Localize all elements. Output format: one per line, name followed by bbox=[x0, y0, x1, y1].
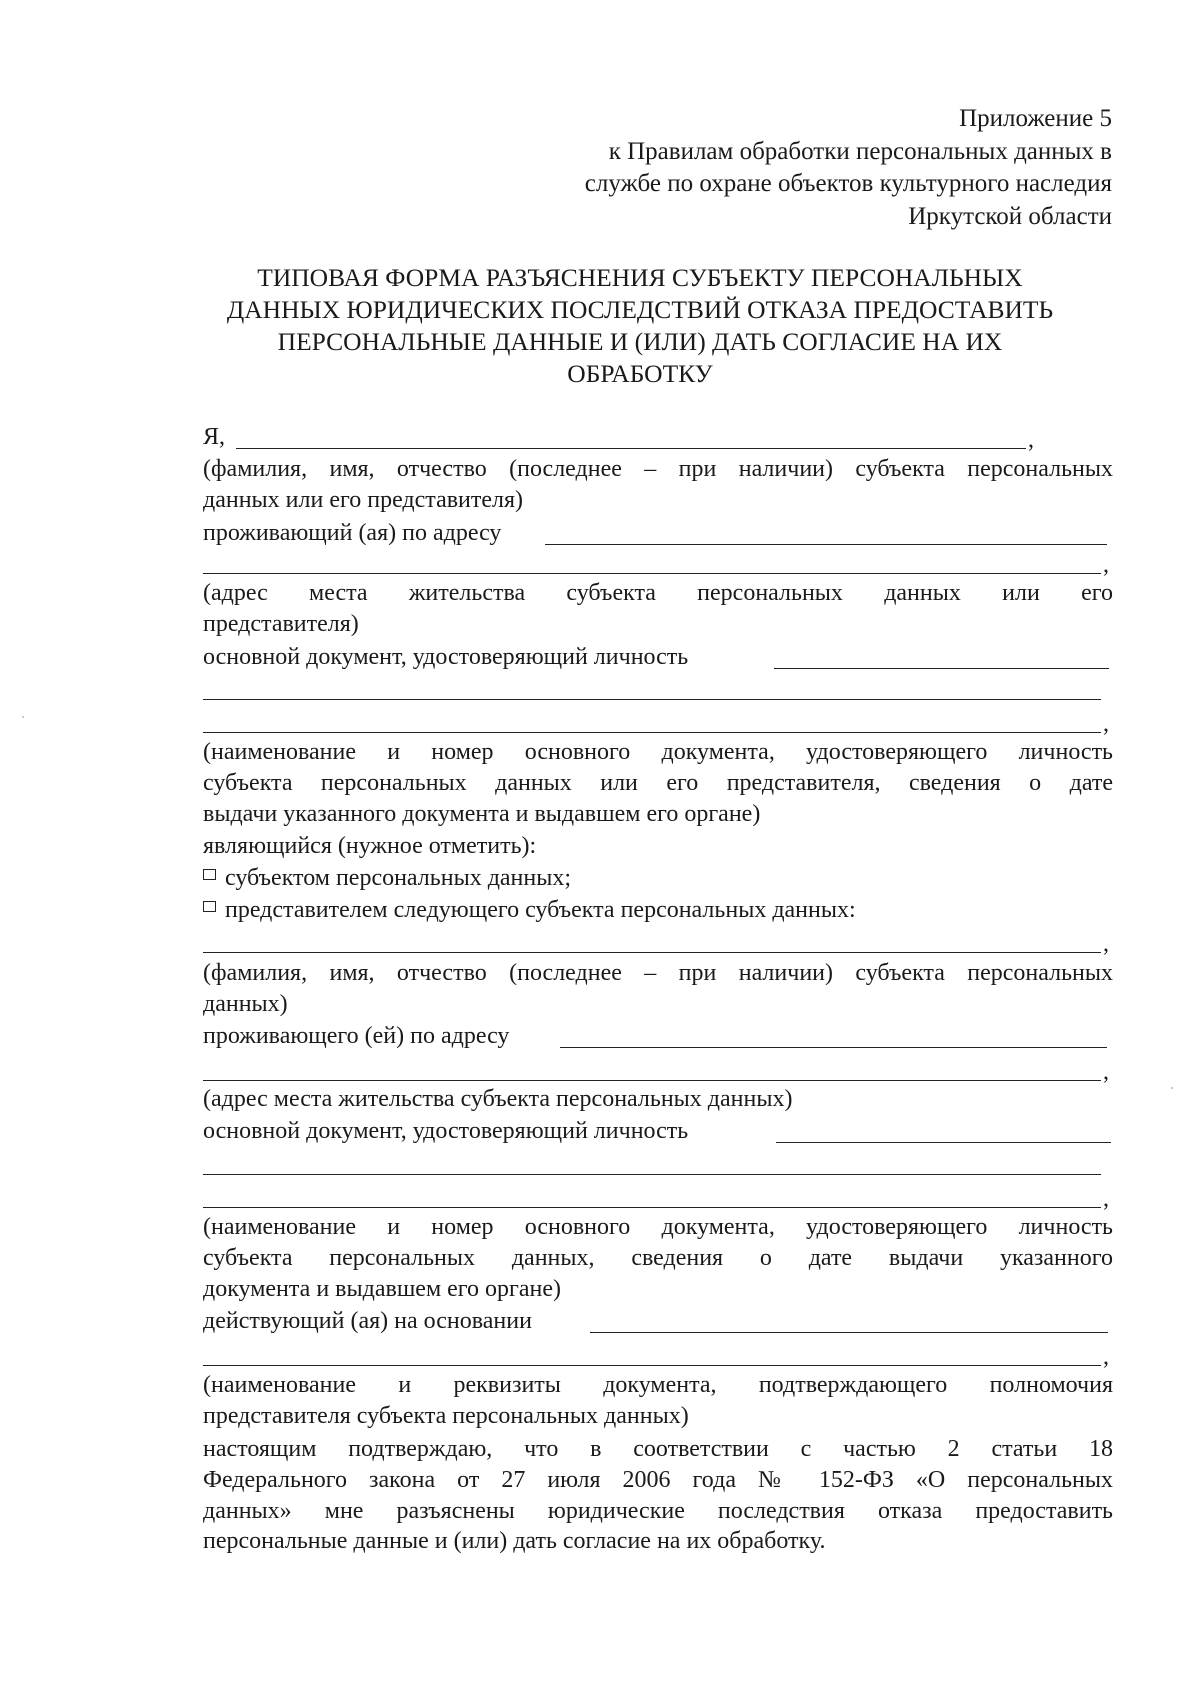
comma: , bbox=[1103, 711, 1109, 737]
appendix-line: Иркутской области bbox=[908, 202, 1112, 230]
comma: , bbox=[1103, 552, 1109, 578]
subject-name-field[interactable] bbox=[203, 952, 1101, 953]
subject-name-hint: (фамилия, имя, отчество (последнее – при наличии) субъекта персональных bbox=[203, 960, 1113, 986]
comma: , bbox=[1028, 427, 1034, 453]
subject-id-doc-hint: (наименование и номер основного документа, удостоверяющего личность субъекта персональных данных, сведения о дате выдачи указанного bbox=[203, 1214, 1113, 1271]
subject-address-field[interactable] bbox=[560, 1047, 1107, 1048]
appendix-line: службе по охране объектов культурного наследия bbox=[584, 170, 1112, 197]
option-representative-label: представителем следующего субъекта персональных данных: bbox=[225, 897, 856, 923]
appendix-header bbox=[472, 103, 1112, 233]
option-subject-label: субъектом персональных данных; bbox=[225, 865, 572, 891]
id-doc-label: основной документ, удостоверяющий личность bbox=[203, 644, 689, 670]
checkbox-icon[interactable] bbox=[203, 901, 216, 912]
comma: , bbox=[1103, 1186, 1109, 1212]
i-label: Я, bbox=[203, 424, 226, 450]
acting-label: действующий (ая) на основании bbox=[203, 1308, 532, 1334]
subject-residing-label: проживающего (ей) по адресу bbox=[203, 1023, 510, 1049]
form-title bbox=[170, 262, 1110, 390]
comma: , bbox=[1103, 1344, 1109, 1370]
checkbox-icon[interactable] bbox=[203, 869, 216, 880]
id-doc-hint: (наименование и номер основного документа, удостоверяющего личность субъекта персональных данных или его представителя, сведения о дате bbox=[203, 739, 1113, 796]
authority-hint: (наименование и реквизиты документа, подтверждающего полномочия bbox=[203, 1372, 1113, 1398]
appendix-line: к Правилам обработки персональных данных в bbox=[608, 137, 1112, 165]
title-line: ПЕРСОНАЛЬНЫЕ ДАННЫЕ И (ИЛИ) ДАТЬ СОГЛАСИЕ НА ИХ bbox=[277, 327, 1003, 356]
confirmation-paragraph: настоящим подтверждаю, что в соответствии с частью 2 статьи 18 Федерального закона от 27 июля 2006 года № 152-ФЗ «О персональных данных» мне разъяснены юридические последствия отказа предоставить bbox=[203, 1436, 1113, 1524]
subject-address-hint: (адрес места жительства субъекта персональных данных) bbox=[203, 1086, 793, 1112]
id-doc-field[interactable] bbox=[774, 668, 1109, 669]
option-representative[interactable] bbox=[203, 896, 856, 925]
subject-id-doc-field-cont[interactable] bbox=[203, 1174, 1101, 1175]
residing-label: проживающий (ая) по адресу bbox=[203, 520, 502, 546]
subject-id-doc-field-cont[interactable] bbox=[203, 1207, 1101, 1208]
subject-address-field-cont[interactable] bbox=[203, 1080, 1101, 1081]
address-hint: (адрес места жительства субъекта персональных данных или его bbox=[203, 580, 1113, 606]
address-field[interactable] bbox=[545, 544, 1107, 545]
title-line: ДАННЫХ ЮРИДИЧЕСКИХ ПОСЛЕДСТВИЙ ОТКАЗА ПРЕДОСТАВИТЬ bbox=[226, 295, 1054, 324]
authority-field-cont[interactable] bbox=[203, 1365, 1101, 1366]
full-name-field[interactable] bbox=[236, 448, 1026, 449]
full-name-hint-cont: данных или его представителя) bbox=[203, 487, 524, 513]
id-doc-hint-cont: выдачи указанного документа и выдавшем его органе) bbox=[203, 801, 761, 827]
subject-id-doc-hint-cont: документа и выдавшем его органе) bbox=[203, 1276, 562, 1302]
address-hint-cont: представителя) bbox=[203, 611, 359, 637]
address-field-cont[interactable] bbox=[203, 573, 1101, 574]
scan-speck bbox=[22, 716, 24, 718]
title-line: ОБРАБОТКУ bbox=[567, 359, 713, 388]
subject-id-doc-label: основной документ, удостоверяющий личность bbox=[203, 1118, 689, 1144]
authority-field[interactable] bbox=[590, 1332, 1108, 1333]
id-doc-field-cont[interactable] bbox=[203, 699, 1101, 700]
full-name-hint: (фамилия, имя, отчество (последнее – при наличии) субъекта персональных bbox=[203, 456, 1113, 482]
being-label: являющийся (нужное отметить): bbox=[203, 833, 537, 859]
title-line: ТИПОВАЯ ФОРМА РАЗЪЯСНЕНИЯ СУБЪЕКТУ ПЕРСОНАЛЬНЫХ bbox=[257, 263, 1023, 292]
comma: , bbox=[1103, 931, 1109, 957]
comma: , bbox=[1103, 1059, 1109, 1085]
option-subject[interactable] bbox=[203, 864, 571, 893]
id-doc-field-cont[interactable] bbox=[203, 732, 1101, 733]
subject-name-hint-cont: данных) bbox=[203, 991, 288, 1017]
scan-speck bbox=[1171, 1087, 1173, 1089]
appendix-line: Приложение 5 bbox=[959, 105, 1112, 132]
subject-id-doc-field[interactable] bbox=[776, 1142, 1111, 1143]
authority-hint-cont: представителя субъекта персональных данных) bbox=[203, 1403, 689, 1429]
confirmation-last-line: персональные данные и (или) дать согласие на их обработку. bbox=[203, 1528, 826, 1554]
